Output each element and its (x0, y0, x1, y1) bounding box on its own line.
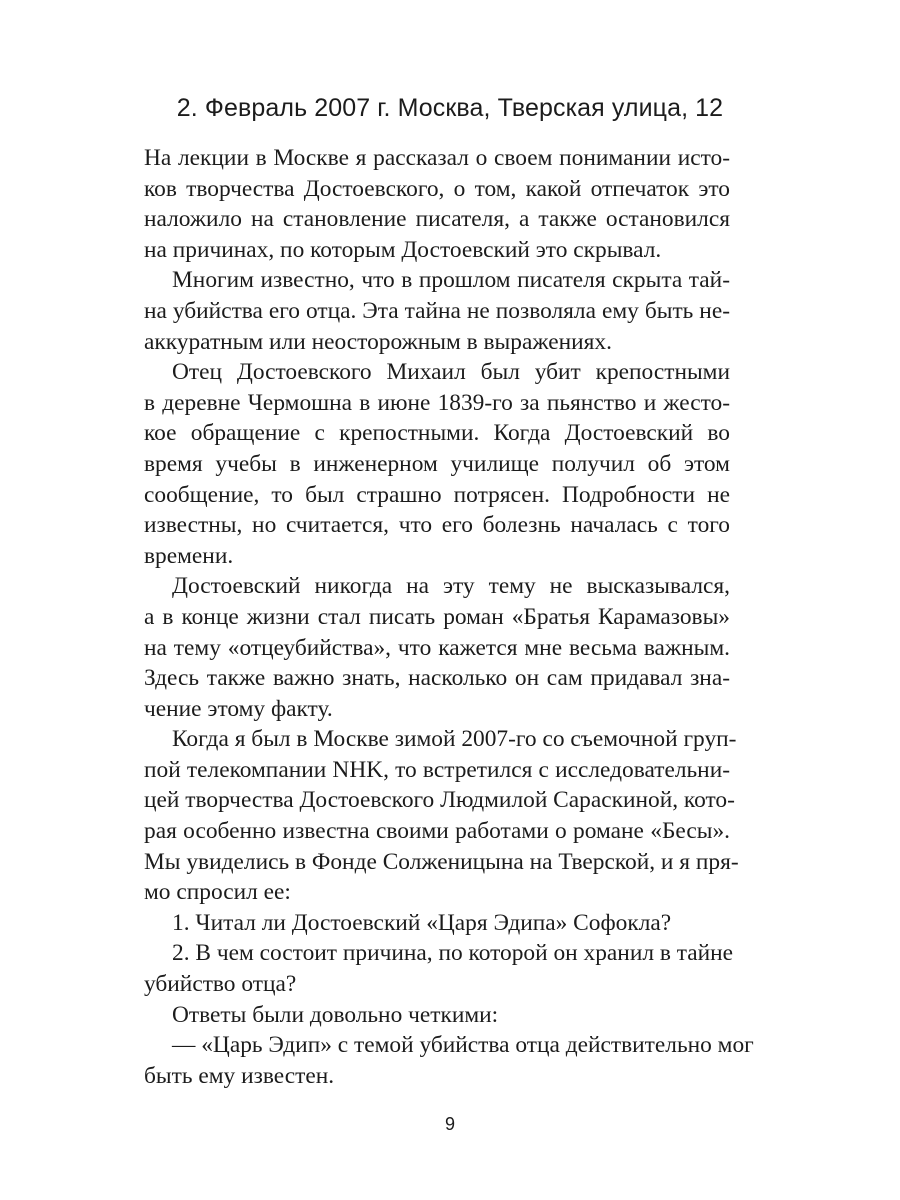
text-line: Здесь также важно знать, насколько он сам придавал зна- (144, 665, 730, 692)
paragraph (144, 724, 739, 908)
section-heading: 2. Февраль 2007 г. Москва, Тверская улица, 12 (176, 94, 724, 122)
paragraph (144, 1030, 754, 1091)
text-line: Отец Достоевского Михаил был убит крепостными (172, 359, 730, 386)
paragraph (144, 908, 730, 939)
body-text (144, 143, 754, 1091)
text-line: быть ему известен. (144, 1062, 335, 1089)
paragraph (144, 143, 730, 265)
text-line: Мы увиделись в Фонде Солженицына на Тверской, и я пря- (144, 848, 739, 875)
paragraph (144, 357, 730, 571)
text-line: на тему «отцеубийства», что кажется мне весьма важным. (144, 634, 730, 661)
text-line: рая особенно известна своими работами о романе «Бесы». (144, 818, 730, 845)
text-line: ков творчества Достоевского, о том, какой отпечаток это (144, 175, 730, 202)
text-line: на убийства его отца. Эта тайна не позволяла ему быть не- (144, 297, 730, 324)
text-line: 2. В чем состоит причина, по которой он хранил в тайне (172, 940, 734, 967)
text-line: известны, но считается, что его болезнь началась с того (144, 512, 730, 539)
text-line: — «Царь Эдип» с темой убийства отца действительно мог (172, 1032, 754, 1059)
text-line: Ответы были довольно четкими: (172, 1001, 499, 1028)
text-line: а в конце жизни стал писать роман «Братья Карамазовы» (144, 603, 730, 630)
text-line: убийство отца? (144, 971, 297, 998)
paragraph (144, 1000, 730, 1031)
text-line: кое обращение с крепостными. Когда Достоевский во (144, 420, 730, 447)
text-line: сообщение, то был страшно потрясен. Подробности не (144, 481, 730, 508)
text-line: 1. Читал ли Достоевский «Царя Эдипа» Софокла? (172, 909, 672, 936)
paragraph (144, 571, 730, 724)
paragraph (144, 265, 730, 357)
text-line: чение этому факту. (144, 695, 333, 722)
text-line: времени. (144, 542, 234, 569)
text-line: аккуратным или неосторожным в выражениях. (144, 328, 612, 355)
text-line: На лекции в Москве я рассказал о своем понимании исто- (144, 145, 730, 171)
text-line: пой телекомпании NHK, то встретился с исследовательни- (144, 756, 730, 783)
text-line: Достоевский никогда на эту тему не высказывался, (172, 573, 730, 600)
text-line: на причинах, по которым Достоевский это скрывал. (144, 236, 662, 263)
text-line: в деревне Чермошна в июне 1839-го за пьянство и жесто- (144, 389, 730, 416)
text-line: Многим известно, что в прошлом писателя скрыта тай- (172, 267, 730, 294)
text-line: Когда я был в Москве зимой 2007-го со съемочной груп- (172, 726, 737, 753)
text-line: наложило на становление писателя, а также остановился (144, 206, 730, 233)
text-line: время учебы в инженерном училище получил об этом (144, 450, 730, 477)
paragraph (144, 938, 734, 999)
text-line: цей творчества Достоевского Людмилой Сараскиной, кото- (144, 787, 735, 814)
page-number: 9 (444, 1114, 455, 1134)
text-line: мо спросил ее: (144, 879, 291, 906)
